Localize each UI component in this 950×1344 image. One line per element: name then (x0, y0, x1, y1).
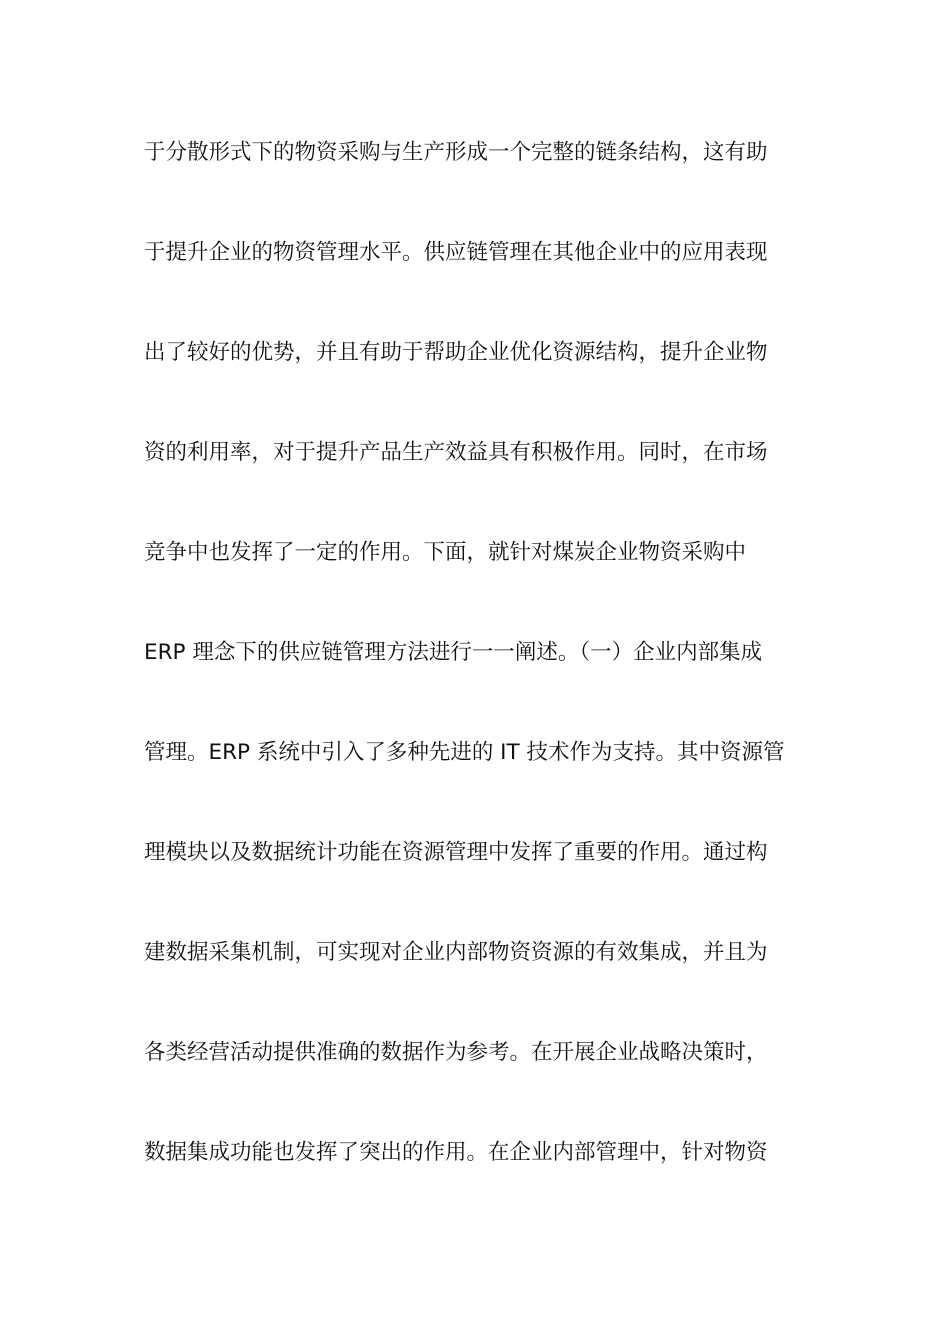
text-line-11: 数据集成功能也发挥了突出的作用。在企业内部管理中，针对物资 (144, 1140, 768, 1165)
text-line-2: 于提升企业的物资管理水平。供应链管理在其他企业中的应用表现 (144, 240, 768, 265)
text-line-5: 竞争中也发挥了一定的作用。下面，就针对煤炭企业物资采购中 (144, 540, 747, 565)
text-line-8: 理模块以及数据统计功能在资源管理中发挥了重要的作用。通过构 (144, 840, 768, 865)
body-text (144, 128, 810, 1228)
text-line-1: 于分散形式下的物资采购与生产形成一个完整的链条结构，这有助 (144, 140, 768, 165)
text-line-6: ERP 理念下的供应链管理方法进行一一阐述。（一）企业内部集成 (144, 640, 763, 665)
text-line-4: 资的利用率，对于提升产品生产效益具有积极作用。同时，在市场 (144, 440, 768, 465)
text-line-7: 管理。ERP 系统中引入了多种先进的 IT 技术作为支持。其中资源管 (144, 740, 785, 765)
text-line-10: 各类经营活动提供准确的数据作为参考。在开展企业战略决策时， (144, 1040, 768, 1065)
text-line-3: 出了较好的优势，并且有助于帮助企业优化资源结构，提升企业物 (144, 340, 768, 365)
text-line-9: 建数据采集机制，可实现对企业内部物资资源的有效集成，并且为 (144, 940, 768, 965)
